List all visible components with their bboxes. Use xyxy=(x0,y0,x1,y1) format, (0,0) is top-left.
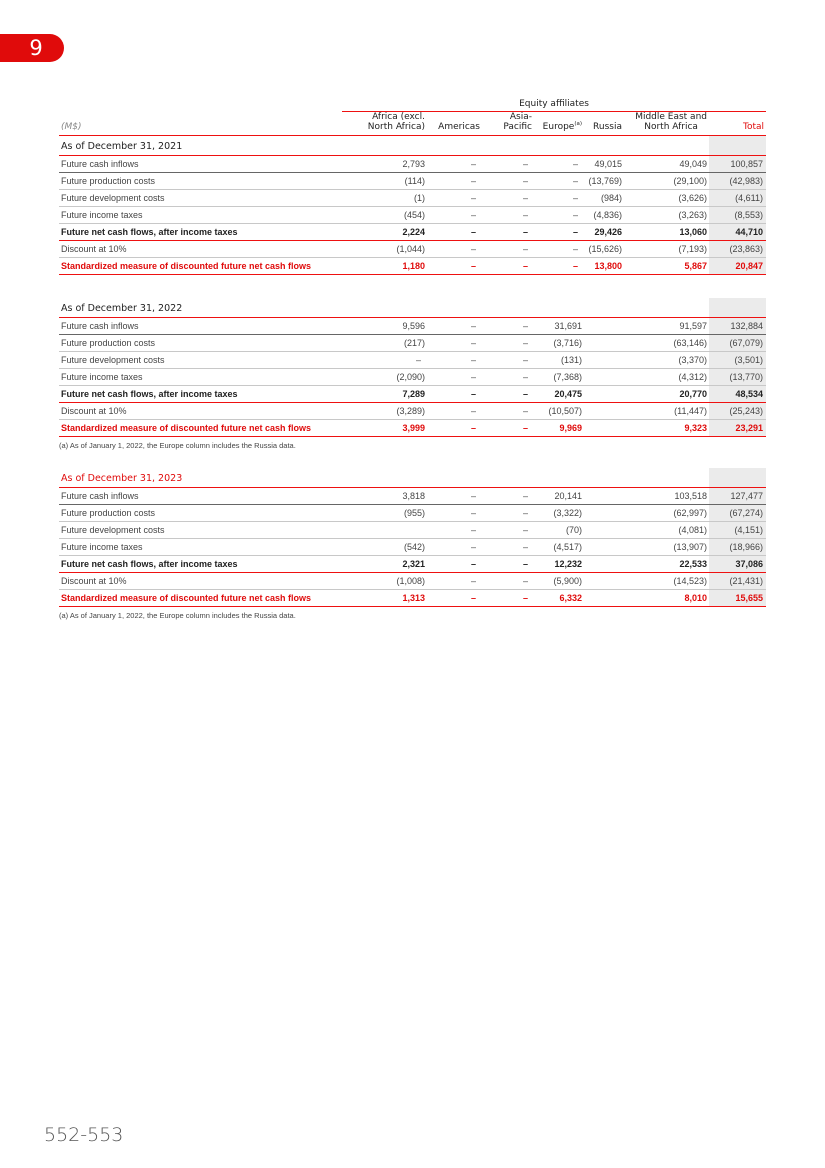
cell-value xyxy=(584,539,624,556)
cell-value: 2,793 xyxy=(342,156,427,173)
cell-value: – xyxy=(482,318,534,335)
cell-value: – xyxy=(427,318,482,335)
cell-value: – xyxy=(427,190,482,207)
table-2023 xyxy=(59,468,766,620)
cell-value: – xyxy=(427,539,482,556)
cell-value: – xyxy=(534,156,584,173)
footnote-2022: (a) As of January 1, 2022, the Europe column includes the Russia data. xyxy=(59,441,296,450)
cell-value: (21,431) xyxy=(709,573,766,590)
equity-affiliates-header: Equity affiliates xyxy=(342,97,766,112)
cell-value: (3,263) xyxy=(624,207,709,224)
cell-value: – xyxy=(427,573,482,590)
unit-label: (M$) xyxy=(59,112,342,136)
row-label: Future development costs xyxy=(59,190,342,207)
cell-value: 91,597 xyxy=(624,318,709,335)
cell-value: – xyxy=(482,369,534,386)
table-row xyxy=(59,190,766,207)
cell-value: 132,884 xyxy=(709,318,766,335)
col-russia: Russia xyxy=(584,112,624,136)
col-middle-east: Middle East and North Africa xyxy=(624,112,709,136)
cell-value: – xyxy=(482,522,534,539)
table-row xyxy=(59,590,766,607)
cell-value: (984) xyxy=(584,190,624,207)
cell-value: – xyxy=(482,403,534,420)
row-label: Future net cash flows, after income taxes xyxy=(59,386,342,403)
cell-value: (13,770) xyxy=(709,369,766,386)
cell-value: (67,274) xyxy=(709,505,766,522)
cell-value: (3,626) xyxy=(624,190,709,207)
cell-value: 22,533 xyxy=(624,556,709,573)
cell-value: (1,044) xyxy=(342,241,427,258)
cell-value: 29,426 xyxy=(584,224,624,241)
cell-value: (25,243) xyxy=(709,403,766,420)
cell-value: 13,800 xyxy=(584,258,624,275)
row-label: Future income taxes xyxy=(59,369,342,386)
row-label: Discount at 10% xyxy=(59,573,342,590)
cell-value: (62,997) xyxy=(624,505,709,522)
cell-value xyxy=(584,420,624,437)
cell-value: 5,867 xyxy=(624,258,709,275)
cell-value: – xyxy=(427,207,482,224)
cell-value: (3,501) xyxy=(709,352,766,369)
cell-value: 49,049 xyxy=(624,156,709,173)
section-title-row xyxy=(59,136,766,156)
cell-value: – xyxy=(534,173,584,190)
section-body xyxy=(59,468,766,607)
row-label: Future net cash flows, after income taxes xyxy=(59,556,342,573)
cell-value: 3,999 xyxy=(342,420,427,437)
cell-value: (4,312) xyxy=(624,369,709,386)
cell-value: (8,553) xyxy=(709,207,766,224)
cell-value: – xyxy=(482,224,534,241)
table-row xyxy=(59,369,766,386)
cell-value: (454) xyxy=(342,207,427,224)
col-americas: Americas xyxy=(427,112,482,136)
cell-value: 1,180 xyxy=(342,258,427,275)
section-body xyxy=(59,136,766,275)
cell-value: (13,907) xyxy=(624,539,709,556)
cell-value: – xyxy=(482,539,534,556)
cell-value: – xyxy=(427,505,482,522)
cell-value: 100,857 xyxy=(709,156,766,173)
table-row xyxy=(59,403,766,420)
cell-value xyxy=(584,590,624,607)
table-row xyxy=(59,505,766,522)
cell-value: – xyxy=(427,173,482,190)
row-label: Future development costs xyxy=(59,522,342,539)
cell-value xyxy=(584,318,624,335)
cell-value: – xyxy=(482,241,534,258)
cell-value: – xyxy=(427,420,482,437)
cell-value: – xyxy=(482,190,534,207)
table-row xyxy=(59,352,766,369)
cell-value: (23,863) xyxy=(709,241,766,258)
cell-value xyxy=(584,556,624,573)
table-row xyxy=(59,241,766,258)
cell-value xyxy=(584,386,624,403)
cell-value: (4,611) xyxy=(709,190,766,207)
cell-value: 3,818 xyxy=(342,488,427,505)
row-label: Future production costs xyxy=(59,335,342,352)
row-label: Future income taxes xyxy=(59,539,342,556)
section-title: As of December 31, 2021 xyxy=(59,136,709,156)
table-2022 xyxy=(59,298,766,450)
cell-value: – xyxy=(482,420,534,437)
cell-value: – xyxy=(482,156,534,173)
cell-value: 8,010 xyxy=(624,590,709,607)
cell-value: – xyxy=(427,403,482,420)
cell-value: – xyxy=(342,352,427,369)
cell-value xyxy=(584,403,624,420)
cell-value: – xyxy=(482,352,534,369)
cell-value: – xyxy=(482,505,534,522)
cell-value: (11,447) xyxy=(624,403,709,420)
section-title: As of December 31, 2023 xyxy=(59,468,709,488)
cell-value: (2,090) xyxy=(342,369,427,386)
cell-value: 2,321 xyxy=(342,556,427,573)
cell-value: – xyxy=(482,488,534,505)
col-asia-pacific: Asia- Pacific xyxy=(482,112,534,136)
cell-value: 2,224 xyxy=(342,224,427,241)
cell-value: (217) xyxy=(342,335,427,352)
cell-value: – xyxy=(482,173,534,190)
cell-value: 9,323 xyxy=(624,420,709,437)
cell-value: (131) xyxy=(534,352,584,369)
footnote-2023: (a) As of January 1, 2022, the Europe column includes the Russia data. xyxy=(59,611,296,620)
cell-value: – xyxy=(427,335,482,352)
cell-value: (5,900) xyxy=(534,573,584,590)
cell-value: – xyxy=(482,335,534,352)
cell-value: 20,475 xyxy=(534,386,584,403)
cell-value: 13,060 xyxy=(624,224,709,241)
cell-value: 15,655 xyxy=(709,590,766,607)
cell-value: – xyxy=(427,386,482,403)
cell-value: 23,291 xyxy=(709,420,766,437)
cell-value: (18,966) xyxy=(709,539,766,556)
col-total: Total xyxy=(709,112,766,136)
cell-value: 44,710 xyxy=(709,224,766,241)
cell-value: – xyxy=(534,258,584,275)
cell-value: 20,770 xyxy=(624,386,709,403)
table-row xyxy=(59,224,766,241)
cell-value: (29,100) xyxy=(624,173,709,190)
section-title-row xyxy=(59,468,766,488)
row-label: Future cash inflows xyxy=(59,488,342,505)
cell-value: (4,836) xyxy=(584,207,624,224)
cell-value: 37,086 xyxy=(709,556,766,573)
col-europe: Europe$^{(a)}$ xyxy=(534,112,584,136)
cell-value: (955) xyxy=(342,505,427,522)
table-row xyxy=(59,488,766,505)
cell-value: – xyxy=(482,556,534,573)
cell-value: (67,079) xyxy=(709,335,766,352)
cell-value: – xyxy=(427,590,482,607)
cell-value: (15,626) xyxy=(584,241,624,258)
cell-value: – xyxy=(482,207,534,224)
cell-value: (10,507) xyxy=(534,403,584,420)
page-number: 9 xyxy=(29,36,43,60)
cell-value xyxy=(584,369,624,386)
cell-value: – xyxy=(534,241,584,258)
cell-value: – xyxy=(427,488,482,505)
row-label: Discount at 10% xyxy=(59,241,342,258)
cell-value: (3,716) xyxy=(534,335,584,352)
row-label: Future income taxes xyxy=(59,207,342,224)
cell-value: (3,289) xyxy=(342,403,427,420)
cell-value xyxy=(584,352,624,369)
cell-value: (114) xyxy=(342,173,427,190)
cell-value: – xyxy=(482,258,534,275)
cell-value: 20,141 xyxy=(534,488,584,505)
cell-value xyxy=(584,573,624,590)
cell-value: 7,289 xyxy=(342,386,427,403)
cell-value: – xyxy=(427,556,482,573)
cell-value xyxy=(584,335,624,352)
cell-value xyxy=(584,505,624,522)
cell-value: (542) xyxy=(342,539,427,556)
cell-value: (63,146) xyxy=(624,335,709,352)
cell-value: (1,008) xyxy=(342,573,427,590)
cell-value: 49,015 xyxy=(584,156,624,173)
cell-value: 48,534 xyxy=(709,386,766,403)
page-number-tab xyxy=(0,34,64,62)
cell-value: (1) xyxy=(342,190,427,207)
cell-value: 20,847 xyxy=(709,258,766,275)
row-label: Future cash inflows xyxy=(59,318,342,335)
cell-value: (4,081) xyxy=(624,522,709,539)
row-label: Future net cash flows, after income taxes xyxy=(59,224,342,241)
cell-value: – xyxy=(482,573,534,590)
table-row xyxy=(59,539,766,556)
col-africa: Africa (excl. North Africa) xyxy=(342,112,427,136)
table-row xyxy=(59,420,766,437)
cell-value: – xyxy=(427,522,482,539)
cell-value: (14,523) xyxy=(624,573,709,590)
cell-value: (3,370) xyxy=(624,352,709,369)
page-folio: 552-553 xyxy=(44,1124,124,1146)
cell-value: – xyxy=(427,352,482,369)
table-row xyxy=(59,258,766,275)
table-row xyxy=(59,207,766,224)
cell-value xyxy=(342,522,427,539)
cell-value: – xyxy=(427,224,482,241)
cell-value: – xyxy=(427,369,482,386)
section-title-row xyxy=(59,298,766,318)
section-title: As of December 31, 2022 xyxy=(59,298,709,318)
cell-value: – xyxy=(482,590,534,607)
row-label: Future production costs xyxy=(59,173,342,190)
cell-value: (7,368) xyxy=(534,369,584,386)
cell-value: 12,232 xyxy=(534,556,584,573)
cell-value: – xyxy=(427,241,482,258)
cell-value: (3,322) xyxy=(534,505,584,522)
cell-value: – xyxy=(427,258,482,275)
table-row xyxy=(59,318,766,335)
cell-value: 9,596 xyxy=(342,318,427,335)
cell-value: (4,151) xyxy=(709,522,766,539)
cell-value: (4,517) xyxy=(534,539,584,556)
table-row xyxy=(59,522,766,539)
cell-value: – xyxy=(427,156,482,173)
table-row xyxy=(59,156,766,173)
table-row xyxy=(59,573,766,590)
row-label: Future cash inflows xyxy=(59,156,342,173)
cell-value: – xyxy=(482,386,534,403)
section-body xyxy=(59,298,766,437)
cell-value: 31,691 xyxy=(534,318,584,335)
row-label: Discount at 10% xyxy=(59,403,342,420)
cell-value: 127,477 xyxy=(709,488,766,505)
cell-value: – xyxy=(534,190,584,207)
table-row xyxy=(59,335,766,352)
cell-value: (42,983) xyxy=(709,173,766,190)
table-row xyxy=(59,173,766,190)
cell-value xyxy=(584,522,624,539)
table-row xyxy=(59,386,766,403)
row-label: Standardized measure of discounted future net cash flows xyxy=(59,590,342,607)
cell-value: (13,769) xyxy=(584,173,624,190)
cell-value: (70) xyxy=(534,522,584,539)
cell-value: (7,193) xyxy=(624,241,709,258)
table-2021 xyxy=(59,97,766,275)
cell-value: 9,969 xyxy=(534,420,584,437)
row-label: Future development costs xyxy=(59,352,342,369)
cell-value: – xyxy=(534,224,584,241)
cell-value: 6,332 xyxy=(534,590,584,607)
cell-value xyxy=(584,488,624,505)
row-label: Future production costs xyxy=(59,505,342,522)
row-label: Standardized measure of discounted future net cash flows xyxy=(59,258,342,275)
table-row xyxy=(59,556,766,573)
row-label: Standardized measure of discounted future net cash flows xyxy=(59,420,342,437)
cell-value: 1,313 xyxy=(342,590,427,607)
cell-value: 103,518 xyxy=(624,488,709,505)
cell-value: – xyxy=(534,207,584,224)
